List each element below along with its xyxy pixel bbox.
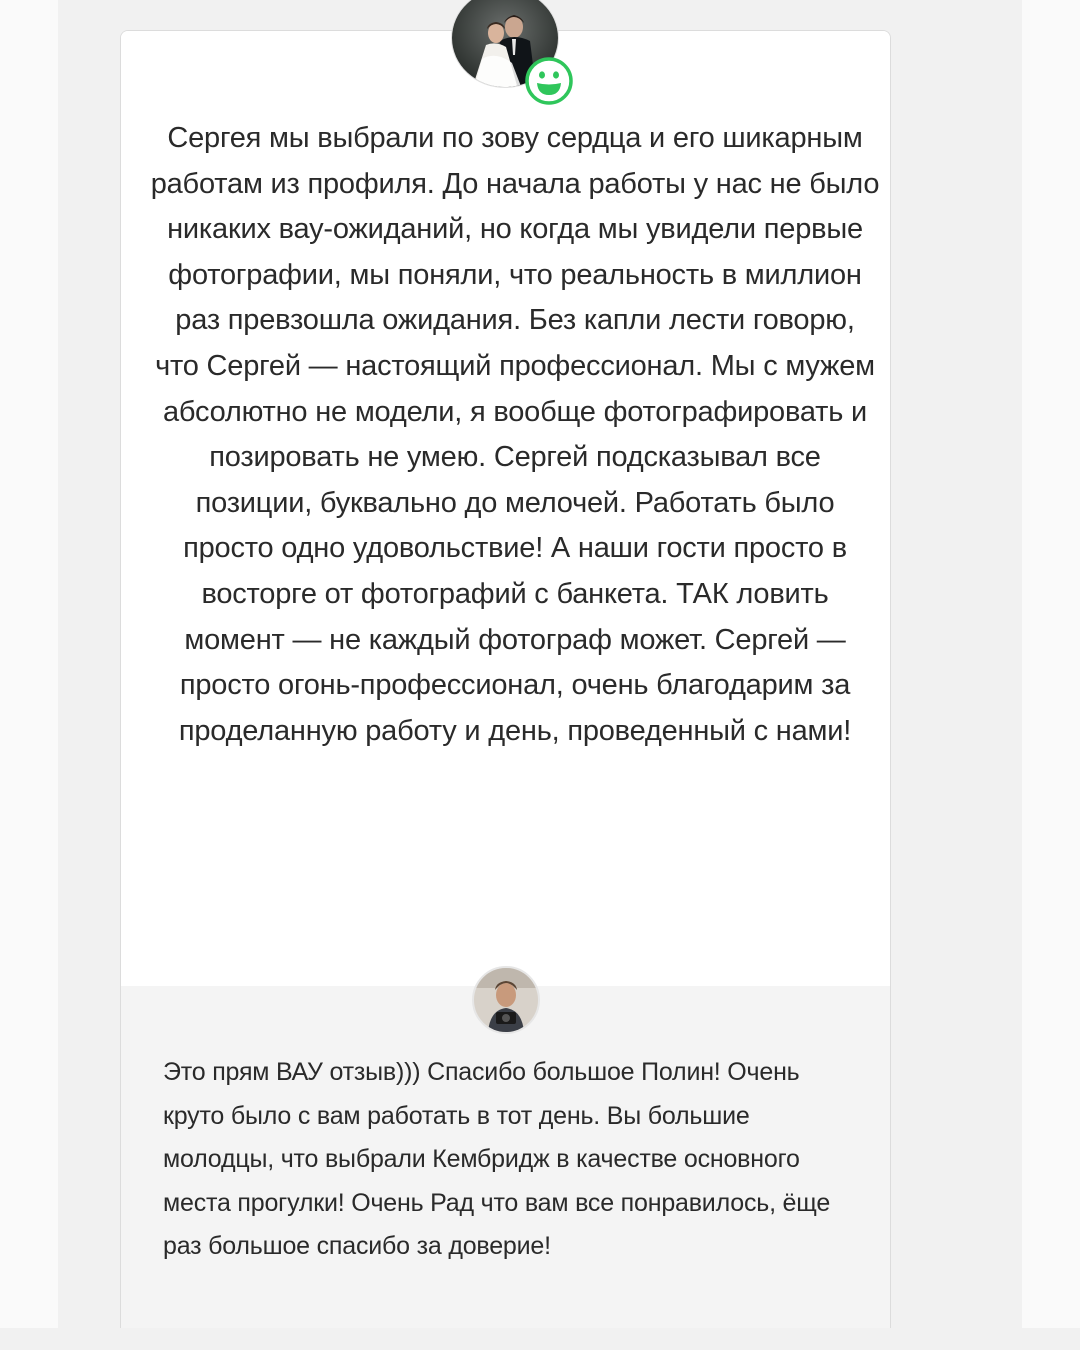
photographer-photo-icon (474, 968, 538, 1032)
page-margin-bottom (0, 1328, 1080, 1350)
review-text: Сергея мы выбрали по зову сердца и его шикарным работам из профиля. До начала работы у нас не было никаких вау-ожиданий, но когда мы увидели первые фотографии, мы поняли, что реальность в миллион раз превзошла ожидания. Без капли лести говорю, что Сергей — настоящий профессионал. Мы с мужем абсолютно не модели, я вообще фотографировать и позировать не умею. Сергей подсказывал все позиции, буквально до мелочей. Работать было просто одно удовольствие! А наши гости просто в восторге от фотографий с банкета. ТАК ловить момент — не каждый фотограф может. Сергей — просто огонь-профессионал, очень благодарим за проделанную работу и день, проведенный с нами! (150, 122, 880, 747)
page-margin-left (0, 0, 58, 1350)
reply-text: Это прям ВАУ отзыв))) Спасибо большое Полин! Очень круто было с вам работать в тот день. Вы большие молодцы, что выбрали Кембридж в качестве основного места прогулки! Очень Рад что вам все понравилось, ёще раз большое спасибо за доверие! (163, 1058, 831, 1260)
photographer-avatar[interactable] (472, 966, 540, 1034)
smile-face-icon (524, 56, 574, 106)
page-margin-right (1022, 0, 1080, 1350)
positive-rating-badge (524, 56, 574, 106)
